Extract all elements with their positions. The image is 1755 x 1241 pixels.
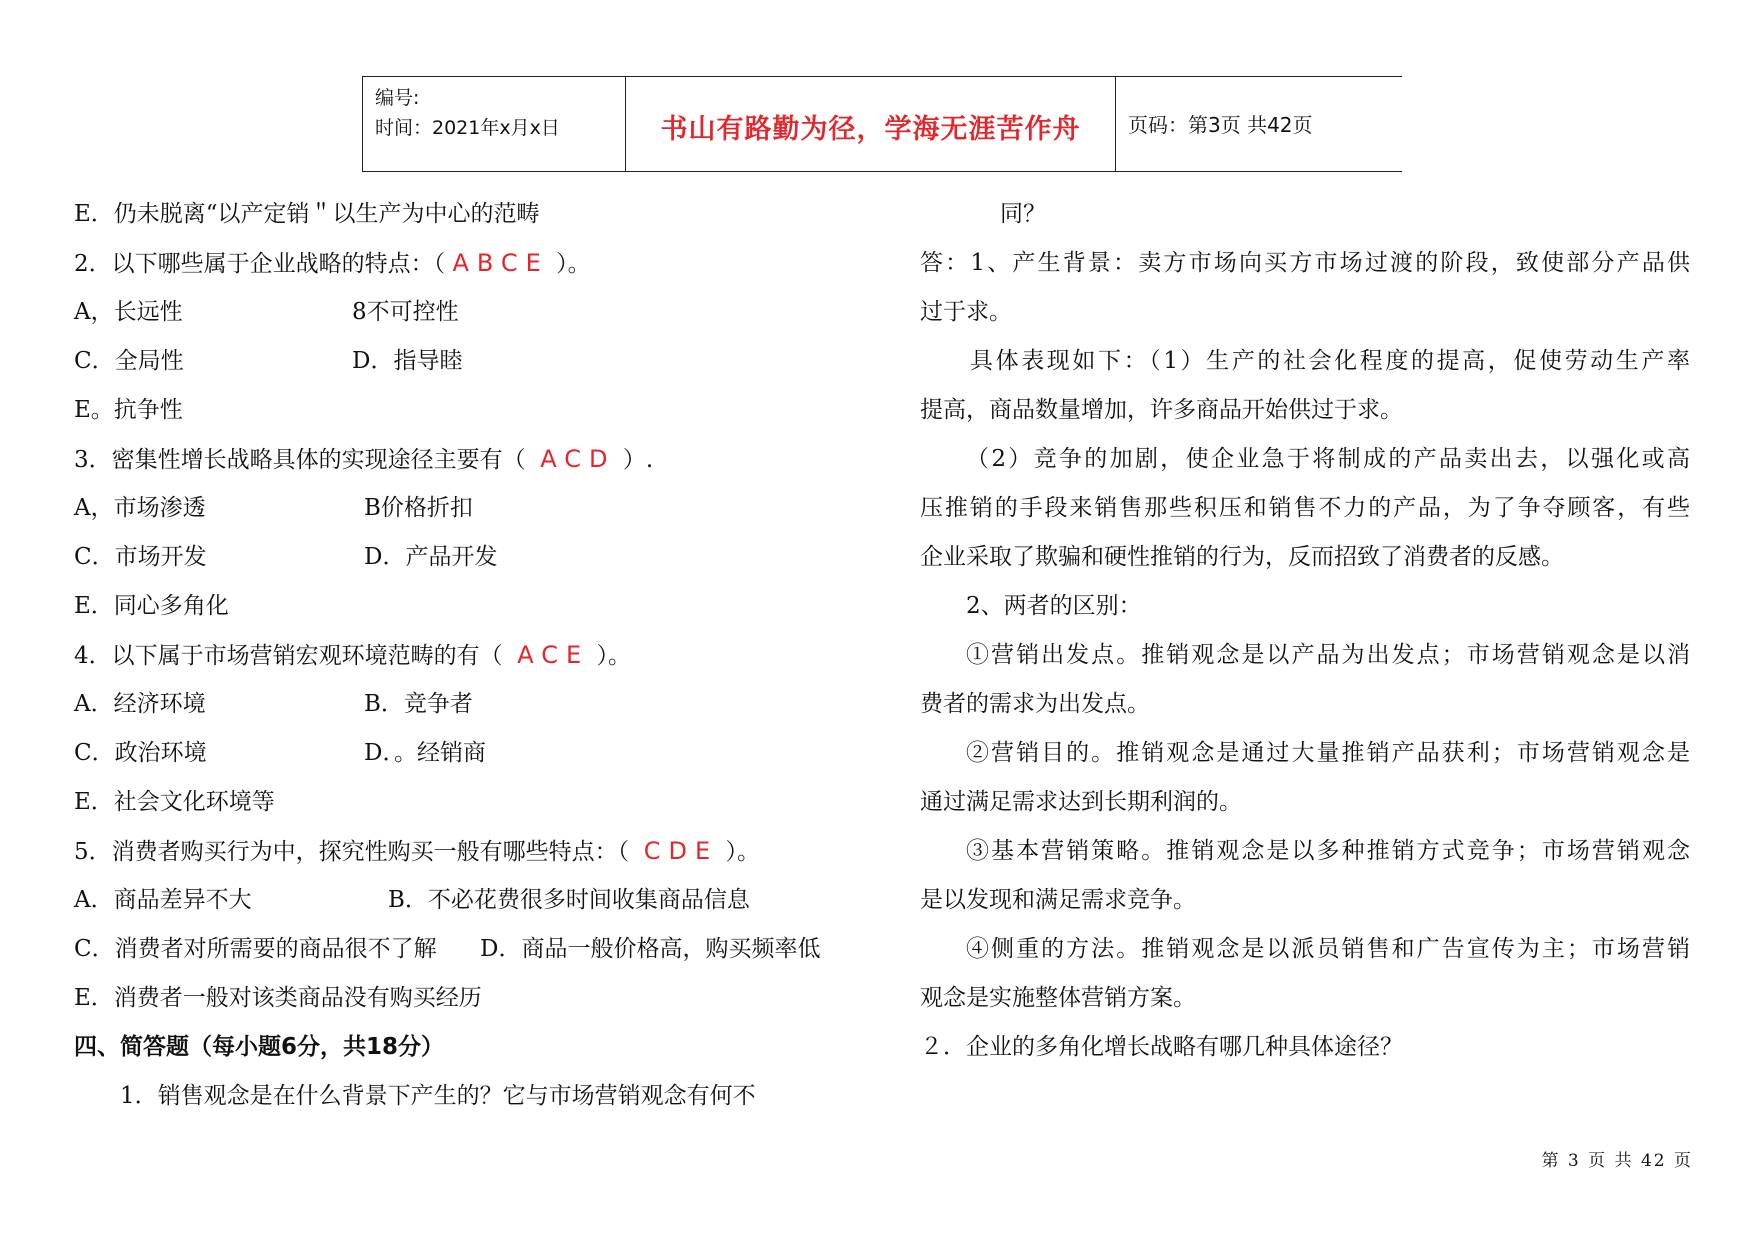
option-row: C．市场开发 D．产品开发 [74,544,498,570]
page-header [362,76,1402,172]
section-heading: 四、简答题（每小题6分，共18分） [74,1034,445,1060]
text-line: 观念是实施整体营销方案。 [920,985,1196,1011]
text-line: ③基本营销策略。推销观念是以多种推销方式竞争；市场营销观念 [966,838,1690,864]
answer-q5: CDE [643,837,719,865]
text-line: 过于求。 [920,299,1012,325]
text-line: 是以发现和满足需求竞争。 [920,887,1196,913]
left-column [74,190,854,1121]
right-column [920,190,1690,1072]
option-row: E。抗争性 [74,397,183,423]
question-2: 2．以下哪些属于企业战略的特点：（ ABCE ）。 [74,249,591,277]
option-row: A，市场渗透 B价格折扣 [74,495,473,521]
question-4: 4．以下属于市场营销宏观环境范畴的有（ ACE ）。 [74,641,631,669]
page-footer: 第 3 页 共 42 页 [1541,1151,1693,1171]
text-line: 同？ [1000,201,1046,227]
option-row: C．消费者对所需要的商品很不了解 D．商品一般价格高，购买频率低 [74,936,821,962]
text-line: 压推销的手段来销售那些积压和销售不力的产品，为了争夺顾客，有些 [920,495,1690,521]
header-motto-cell [626,77,1116,171]
answer-q2: ABCE [452,249,549,277]
text-line: 通过满足需求达到长期利润的。 [920,789,1242,815]
question-5: 5．消费者购买行为中，探究性购买一般有哪些特点：（ CDE ）。 [74,837,760,865]
header-meta [362,77,626,171]
text-line: ④侧重的方法。推销观念是以派员销售和广告宣传为主；市场营销 [966,936,1690,962]
page-code: 页码：第3页 共42页 [1128,113,1313,137]
short-question-2: ２．企业的多角化增长战略有哪几种具体途径？ [920,1034,1403,1060]
question-3: 3．密集性增长战略具体的实现途径主要有（ ACD ）. [74,445,654,473]
option-row: E．社会文化环境等 [74,789,275,815]
motto: 书山有路勤为径，学海无涯苦作舟 [660,114,1081,145]
short-question-1: 1．销售观念是在什么背景下产生的？它与市场营销观念有何不 [120,1083,756,1109]
number-label: 编号: [375,87,420,109]
text-line: 企业采取了欺骗和硬性推销的行为，反而招致了消费者的反感。 [920,544,1564,570]
option-row: A．商品差异不大 B．不必花费很多时间收集商品信息 [74,887,750,913]
text-line: 费者的需求为出发点。 [920,691,1150,717]
option-row: E．同心多角化 [74,593,229,619]
option-row: C．政治环境 D．。经销商 [74,740,486,766]
option-row: C．全局性 D．指导睦 [74,348,463,374]
text-line: （2）竞争的加剧，使企业急于将制成的产品卖出去，以强化或高 [966,446,1690,472]
option-row: A．经济环境 B．竞争者 [74,691,473,717]
option-row: A，长远性 8不可控性 [74,299,459,325]
text-line: 2、两者的区别： [966,593,1142,619]
text-line: ②营销目的。推销观念是通过大量推销产品获利；市场营销观念是 [966,740,1690,766]
text-line: 具体表现如下：（1）生产的社会化程度的提高，促使劳动生产率 [970,348,1690,374]
option-row: E．消费者一般对该类商品没有购买经历 [74,985,482,1011]
text-line: E．仍未脱离“以产定销＂以生产为中心的范畴 [74,201,540,227]
answer-q3: ACD [540,445,616,473]
text-line: 答：1、产生背景：卖方市场向买方市场过渡的阶段，致使部分产品供 [920,250,1690,276]
time-label: 时间：2021年x月x日 [375,117,560,139]
text-line: ①营销出发点。推销观念是以产品为出发点；市场营销观念是以消 [966,642,1690,668]
answer-q4: ACE [517,641,590,669]
text-line: 提高，商品数量增加，许多商品开始供过于求。 [920,397,1403,423]
